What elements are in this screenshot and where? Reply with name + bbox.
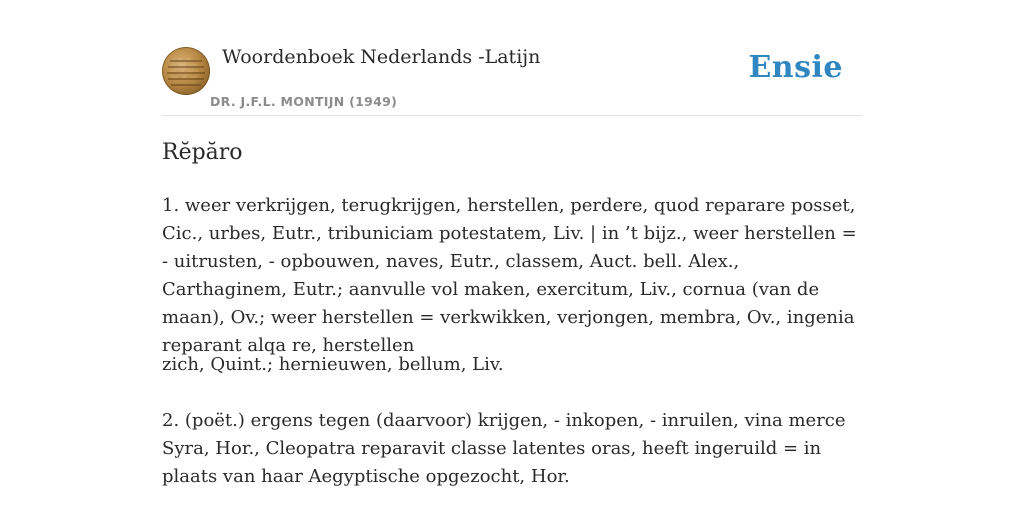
book-author[interactable]: DR. J.F.L. MONTIJN (1949) xyxy=(210,94,398,109)
entry-headword: Rĕpăro xyxy=(162,140,243,165)
entry-paragraph-2: zich, Quint.; hernieuwen, bellum, Liv. xyxy=(162,354,504,375)
header-divider xyxy=(162,115,862,116)
book-cover-icon[interactable] xyxy=(162,47,210,95)
entry-paragraph-1: 1. weer verkrijgen, terugkrijgen, herstellen, perdere, quod reparare posset, Cic., urbes, Eutr., tribuniciam potestatem, Liv. | in ’t bijz., weer herstellen = - uitrusten, - opbouwen, naves, Eutr., classem, Auct. bell. Alex., Carthaginem, Eutr.; aanvulle vol maken, exercitum, Liv., cornua (van de maan), Ov.; weer herstellen = verkwikken, verjongen, membra, Ov., ingenia reparant alqa re, herstellen xyxy=(162,195,857,356)
brand-logo[interactable]: Ensie xyxy=(748,50,843,85)
book-title[interactable]: Woordenboek Nederlands -Latijn xyxy=(222,46,541,68)
entry-paragraph-3: 2. (poët.) ergens tegen (daarvoor) krijgen, - inkopen, - inruilen, vina merce Syra, Hor., Cleopatra reparavit classe latentes oras, heeft ingeruild = in plaats van haar Aegyptische opgezocht, Hor. xyxy=(162,410,846,487)
inscription-texture xyxy=(162,47,210,95)
